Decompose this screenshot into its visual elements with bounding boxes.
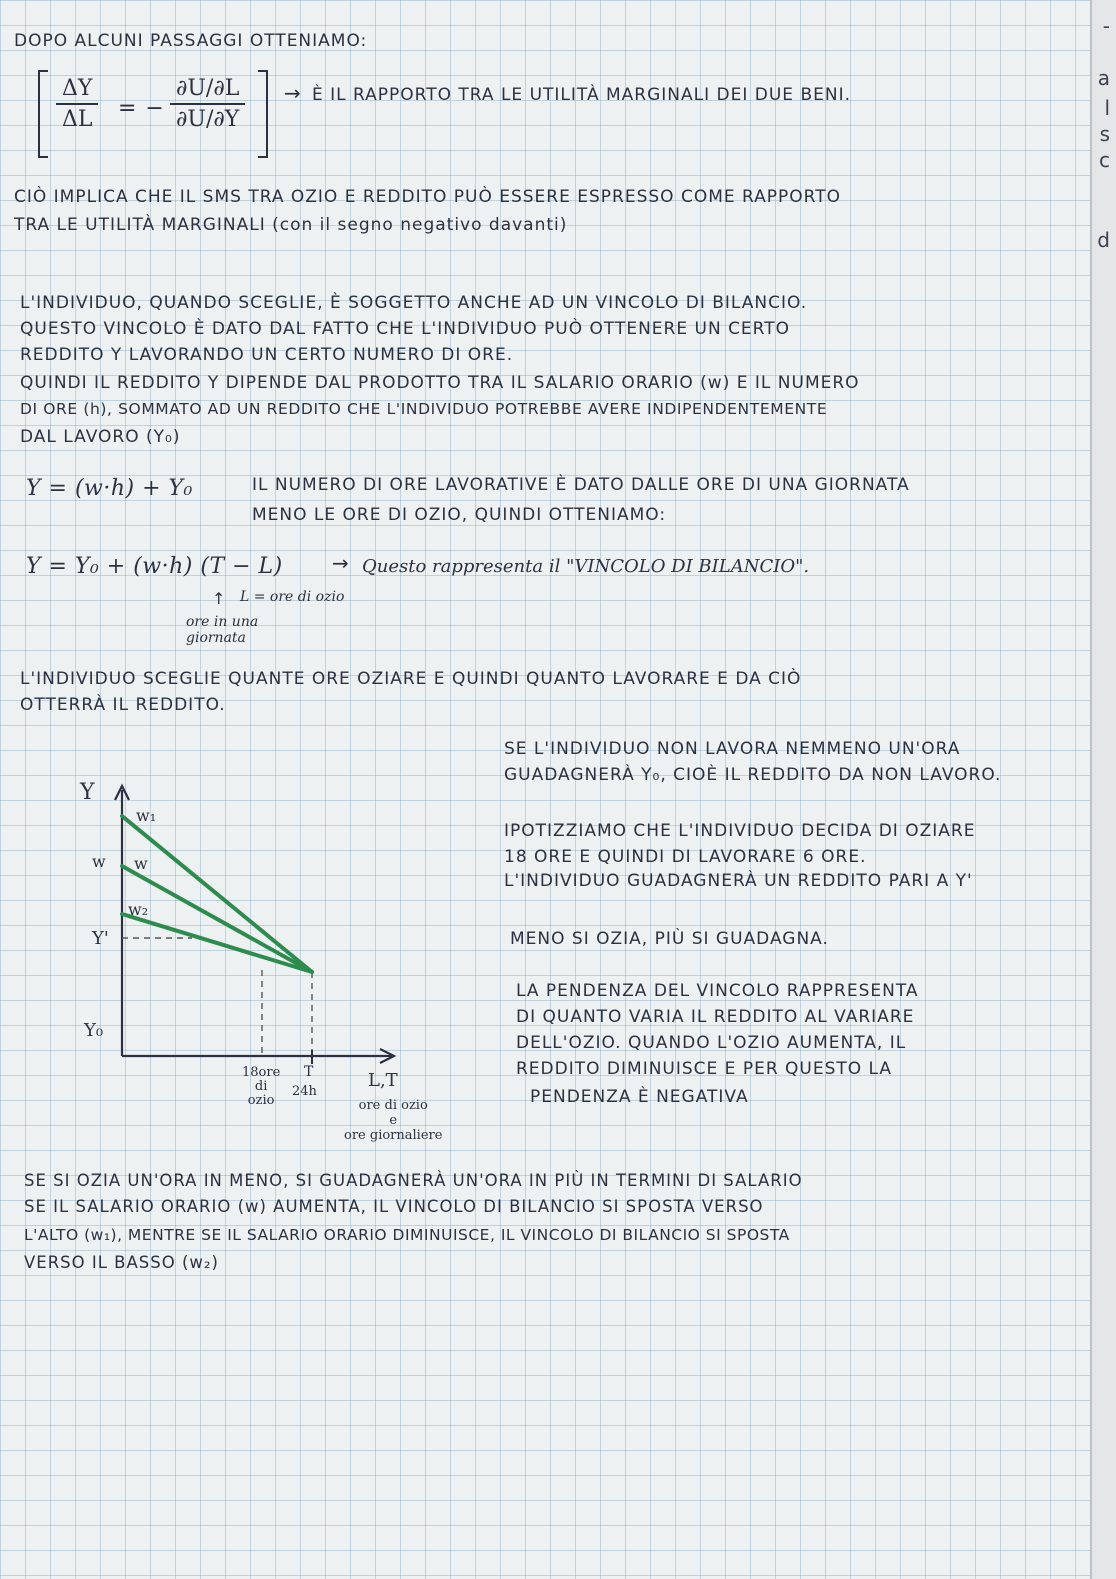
text-line: REDDITO Y LAVORANDO UN CERTO NUMERO DI ORE.	[20, 345, 514, 365]
intro-line: DOPO ALCUNI PASSAGGI OTTENIAMO:	[14, 31, 368, 51]
text-line: GUADAGNERÀ Y₀, CIOÈ IL REDDITO DA NON LAVORO.	[504, 765, 1002, 785]
x-axis-subtitle	[344, 1098, 442, 1143]
tick-label-24h: 24h	[292, 1084, 317, 1099]
text-line: VERSO IL BASSO (w₂)	[24, 1253, 219, 1272]
text-line: PENDENZA È NEGATIVA	[530, 1087, 749, 1107]
x-axis-subtitle-line: ore di ozio	[358, 1098, 428, 1113]
text-line: OTTERRÀ IL REDDITO.	[20, 695, 226, 715]
fraction-numerator: ∂U/∂L	[170, 76, 245, 105]
text-line: SE IL SALARIO ORARIO (w) AUMENTA, IL VINCOLO DI BILANCIO SI SPOSTA VERSO	[24, 1197, 764, 1216]
label-y0: Y₀	[84, 1020, 104, 1041]
text-line: MENO LE ORE DI OZIO, QUINDI OTTENIAMO:	[252, 505, 667, 525]
income-equation: Y = (w·h) + Y₀	[26, 476, 193, 501]
label-yprime: Y'	[92, 928, 109, 949]
edge-letter: a	[1097, 66, 1110, 90]
text-line: DAL LAVORO (Y₀)	[20, 427, 181, 447]
x-axis-subtitle-line: ore giornaliere	[344, 1128, 443, 1143]
tick-label-T: T	[304, 1064, 314, 1080]
edge-letter: d	[1097, 228, 1110, 252]
text-line: L'INDIVIDUO GUADAGNERÀ UN REDDITO PARI A Y'	[504, 871, 973, 891]
text-line: TRA LE UTILITÀ MARGINALI (con il segno negativo davanti)	[14, 215, 568, 235]
fraction-denominator: ∂U/∂Y	[176, 107, 240, 132]
budget-constraint-note: Questo rappresenta il "VINCOLO DI BILANCIO".	[362, 556, 810, 577]
fraction-denominator: ΔL	[61, 107, 93, 132]
annotation-leisure: L = ore di ozio	[240, 589, 345, 605]
text-line: SE L'INDIVIDUO NON LAVORA NEMMENO UN'ORA	[504, 739, 961, 759]
x-axis-subtitle-line: e	[389, 1113, 398, 1128]
budget-constraint-equation: Y = Y₀ + (w·h) (T − L)	[26, 554, 283, 579]
constraint-line-w2	[122, 914, 312, 972]
text-line: DI ORE (h), SOMMATO AD UN REDDITO CHE L'INDIVIDUO POTREBBE AVERE INDIPENDENTEMENTE	[20, 400, 828, 418]
edge-letter: s	[1099, 122, 1110, 146]
text-line: DI QUANTO VARIA IL REDDITO AL VARIARE	[516, 1007, 915, 1027]
text-line: LA PENDENZA DEL VINCOLO RAPPRESENTA	[516, 981, 919, 1001]
text-line: L'INDIVIDUO SCEGLIE QUANTE ORE OZIARE E QUINDI QUANTO LAVORARE E DA CIÒ	[20, 669, 802, 689]
constraint-line-w1	[122, 816, 312, 972]
annotation-line: giornata	[186, 630, 246, 646]
text-line: DELL'OZIO. QUANDO L'OZIO AUMENTA, IL	[516, 1033, 907, 1053]
up-arrow-icon: ↑	[212, 589, 227, 608]
text-line: IPOTIZZIAMO CHE L'INDIVIDUO DECIDA DI OZIARE	[504, 821, 976, 841]
text-line: QUINDI IL REDDITO Y DIPENDE DAL PRODOTTO TRA IL SALARIO ORARIO (w) E IL NUMERO	[20, 373, 860, 393]
edge-letter: c	[1099, 148, 1110, 172]
text-line: QUESTO VINCOLO È DATO DAL FATTO CHE L'INDIVIDUO PUÒ OTTENERE UN CERTO	[20, 319, 791, 339]
tick-label-line: di	[254, 1079, 268, 1094]
edge-letter: -	[1102, 14, 1110, 38]
text-line: MENO SI OZIA, PIÙ SI GUADAGNA.	[510, 929, 829, 949]
text-line: 18 ORE E QUINDI DI LAVORARE 6 ORE.	[504, 847, 867, 867]
text-line: IL NUMERO DI ORE LAVORATIVE È DATO DALLE ORE DI UNA GIORNATA	[252, 475, 910, 495]
arrow-icon: →	[284, 81, 302, 105]
text-line: REDDITO DIMINUISCE E PER QUESTO LA	[516, 1059, 893, 1079]
label-w1: w₁	[136, 806, 157, 825]
edge-letter: l	[1104, 96, 1110, 120]
tick-label-line: 18ore	[242, 1065, 281, 1080]
text-line: L'INDIVIDUO, QUANDO SCEGLIE, È SOGGETTO ANCHE AD UN VINCOLO DI BILANCIO.	[20, 293, 808, 313]
x-axis-label: L,T	[368, 1070, 398, 1091]
formula-explanation: È IL RAPPORTO TRA LE UTILITÀ MARGINALI DEI DUE BENI.	[312, 85, 851, 105]
tick-label-18	[242, 1066, 280, 1108]
y-axis-label: Y	[80, 780, 95, 805]
text-line: SE SI OZIA UN'ORA IN MENO, SI GUADAGNERÀ UN'ORA IN PIÙ IN TERMINI DI SALARIO	[24, 1171, 803, 1190]
text-line: CIÒ IMPLICA CHE IL SMS TRA OZIO E REDDITO PUÒ ESSERE ESPRESSO COME RAPPORTO	[14, 187, 842, 207]
arrow-icon: →	[332, 551, 350, 575]
annotation-line: ore in una	[186, 614, 259, 630]
label-w-left: w	[92, 852, 106, 871]
label-w2: w₂	[128, 900, 149, 919]
tick-label-line: ozio	[247, 1093, 275, 1108]
fraction-numerator: ΔY	[56, 76, 98, 105]
text-line: L'ALTO (w₁), MENTRE SE IL SALARIO ORARIO DIMINUISCE, IL VINCOLO DI BILANCIO SI SPOSTA	[24, 1226, 790, 1244]
label-w: w	[134, 854, 148, 873]
equals-minus: = −	[118, 96, 165, 121]
constraint-line-w	[122, 866, 312, 972]
